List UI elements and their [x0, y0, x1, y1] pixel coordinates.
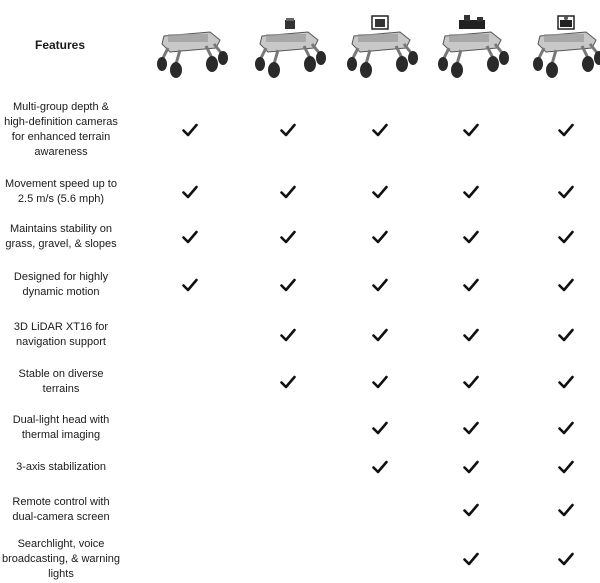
checkmark-icon — [180, 227, 200, 247]
checkmark-icon — [556, 549, 576, 569]
checkmark-icon — [461, 325, 481, 345]
checkmark-icon — [461, 418, 481, 438]
checkmark-icon — [556, 275, 576, 295]
checkmark-icon — [556, 182, 576, 202]
table-row — [0, 172, 600, 212]
checkmark-icon — [278, 182, 298, 202]
checkmark-icon — [370, 325, 390, 345]
checkmark-icon — [180, 275, 200, 295]
checkmark-icon — [556, 457, 576, 477]
checkmark-icon — [461, 227, 481, 247]
checkmark-icon — [370, 120, 390, 140]
checkmark-icon — [370, 418, 390, 438]
feature-label: Remote control with dual-camera screen — [12, 496, 110, 523]
feature-label: Movement speed up to 2.5 m/s (5.6 mph) — [5, 178, 117, 205]
feature-label: 3-axis stabilization — [16, 460, 106, 473]
table-row — [0, 408, 600, 448]
robot-dog-lidar-icon — [243, 12, 333, 82]
checkmark-icon — [461, 275, 481, 295]
checkmark-icon — [461, 372, 481, 392]
checkmark-icon — [370, 275, 390, 295]
checkmark-icon — [556, 418, 576, 438]
feature-label: Multi-group depth & high-definition cameras for enhanced terrain awareness — [4, 101, 118, 158]
table-row — [0, 217, 600, 257]
table-row — [0, 95, 600, 165]
checkmark-icon — [556, 325, 576, 345]
table-row — [0, 362, 600, 402]
checkmark-icon — [370, 457, 390, 477]
checkmark-icon — [278, 325, 298, 345]
checkmark-icon — [556, 372, 576, 392]
checkmark-icon — [278, 120, 298, 140]
robot-dog-remote-icon — [426, 12, 516, 82]
checkmark-icon — [278, 227, 298, 247]
checkmark-icon — [370, 182, 390, 202]
checkmark-icon — [556, 500, 576, 520]
feature-label: Designed for highly dynamic motion — [13, 271, 109, 298]
checkmark-icon — [556, 227, 576, 247]
table-row — [0, 490, 600, 530]
robot-dog-base-icon — [145, 12, 235, 82]
feature-label: Searchlight, voice broadcasting, & warning lights — [1, 537, 120, 580]
feature-label: Stable on diverse terrains — [18, 368, 104, 395]
feature-label: Dual-light head with thermal imaging — [12, 414, 110, 441]
checkmark-icon — [370, 372, 390, 392]
feature-label: Maintains stability on grass, gravel, & slopes — [5, 223, 117, 250]
checkmark-icon — [556, 120, 576, 140]
checkmark-icon — [180, 182, 200, 202]
checkmark-icon — [370, 227, 390, 247]
checkmark-icon — [278, 275, 298, 295]
table-row — [0, 265, 600, 305]
feature-label: 3D LiDAR XT16 for navigation support — [13, 321, 109, 348]
checkmark-icon — [461, 549, 481, 569]
features-header: Features — [34, 38, 86, 52]
checkmark-icon — [278, 372, 298, 392]
table-row — [0, 452, 600, 482]
table-row — [0, 315, 600, 355]
table-row — [0, 535, 600, 583]
table-header — [0, 0, 600, 90]
checkmark-icon — [461, 457, 481, 477]
checkmark-icon — [461, 120, 481, 140]
checkmark-icon — [461, 500, 481, 520]
robot-dog-dual-light-icon — [335, 12, 425, 82]
robot-dog-searchlight-icon — [521, 12, 600, 82]
checkmark-icon — [180, 120, 200, 140]
checkmark-icon — [461, 182, 481, 202]
